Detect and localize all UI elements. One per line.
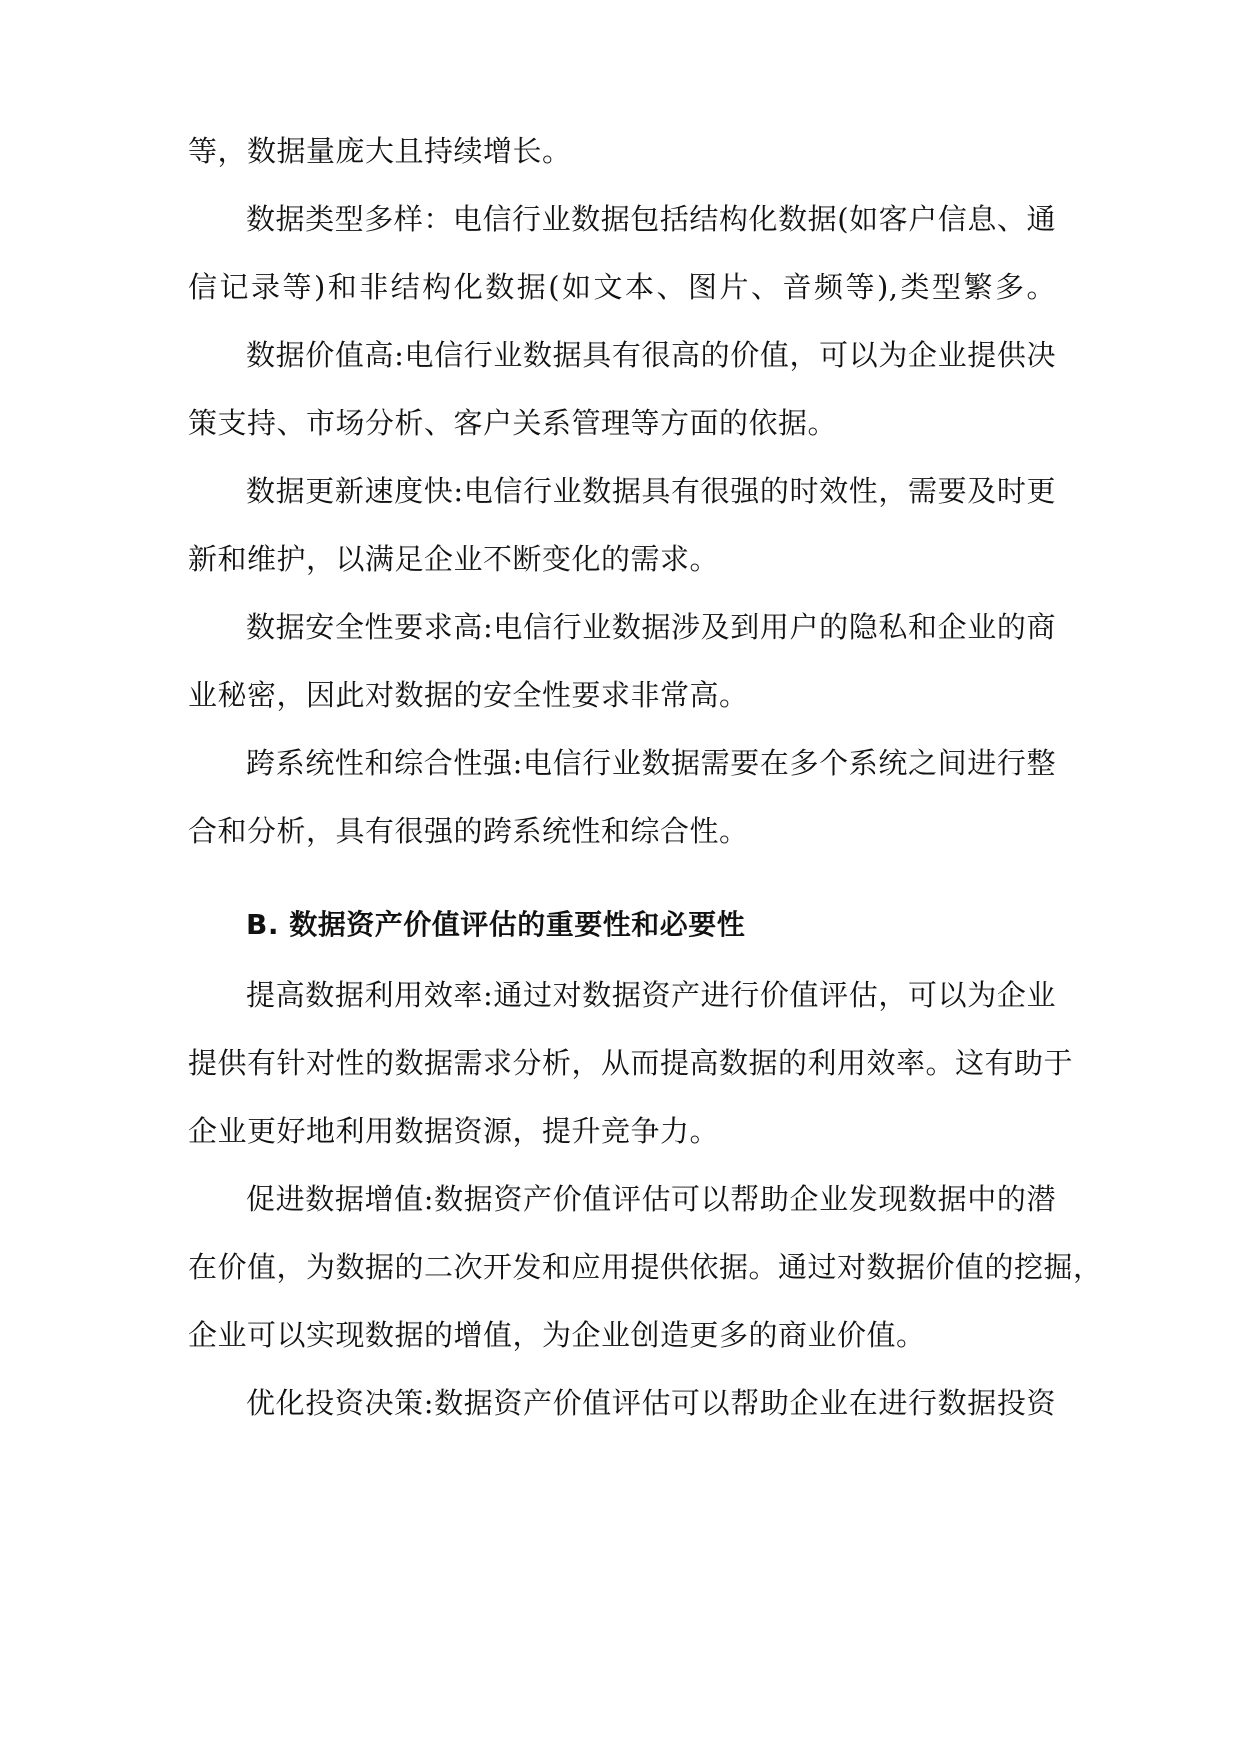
text-line: 信记录等)和非结构化数据(如文本、图片、音频等),类型繁多。 xyxy=(188,270,1056,304)
document-page xyxy=(188,0,1103,1754)
text-line: 提供有针对性的数据需求分析，从而提高数据的利用效率。这有助于 xyxy=(188,1046,1074,1080)
paragraph-first-line: 数据更新速度快:电信行业数据具有很强的时效性，需要及时更 xyxy=(246,474,1056,508)
paragraph-first-line: 优化投资决策:数据资产价值评估可以帮助企业在进行数据投资 xyxy=(246,1386,1056,1420)
text-line: 企业可以实现数据的增值，为企业创造更多的商业价值。 xyxy=(188,1318,926,1352)
text-line: 业秘密，因此对数据的安全性要求非常高。 xyxy=(188,678,749,712)
text-line: 新和维护，以满足企业不断变化的需求。 xyxy=(188,542,720,576)
text-line: 等，数据量庞大且持续增长。 xyxy=(188,134,572,168)
text-line: 企业更好地利用数据资源，提升竞争力。 xyxy=(188,1114,720,1148)
paragraph-first-line: 促进数据增值:数据资产价值评估可以帮助企业发现数据中的潜 xyxy=(246,1182,1056,1216)
text-line: 在价值，为数据的二次开发和应用提供依据。通过对数据价值的挖掘， xyxy=(188,1250,1103,1284)
section-heading: B. 数据资产价值评估的重要性和必要性 xyxy=(246,908,746,941)
paragraph-first-line: 跨系统性和综合性强:电信行业数据需要在多个系统之间进行整 xyxy=(246,746,1056,780)
paragraph-first-line: 数据类型多样：电信行业数据包括结构化数据(如客户信息、通 xyxy=(246,202,1056,236)
text-line: 合和分析，具有很强的跨系统性和综合性。 xyxy=(188,814,749,848)
paragraph-first-line: 数据安全性要求高:电信行业数据涉及到用户的隐私和企业的商 xyxy=(246,610,1056,644)
paragraph-first-line: 数据价值高:电信行业数据具有很高的价值，可以为企业提供决 xyxy=(246,338,1056,372)
paragraph-first-line: 提高数据利用效率:通过对数据资产进行价值评估，可以为企业 xyxy=(246,978,1056,1012)
text-line: 策支持、市场分析、客户关系管理等方面的依据。 xyxy=(188,406,838,440)
